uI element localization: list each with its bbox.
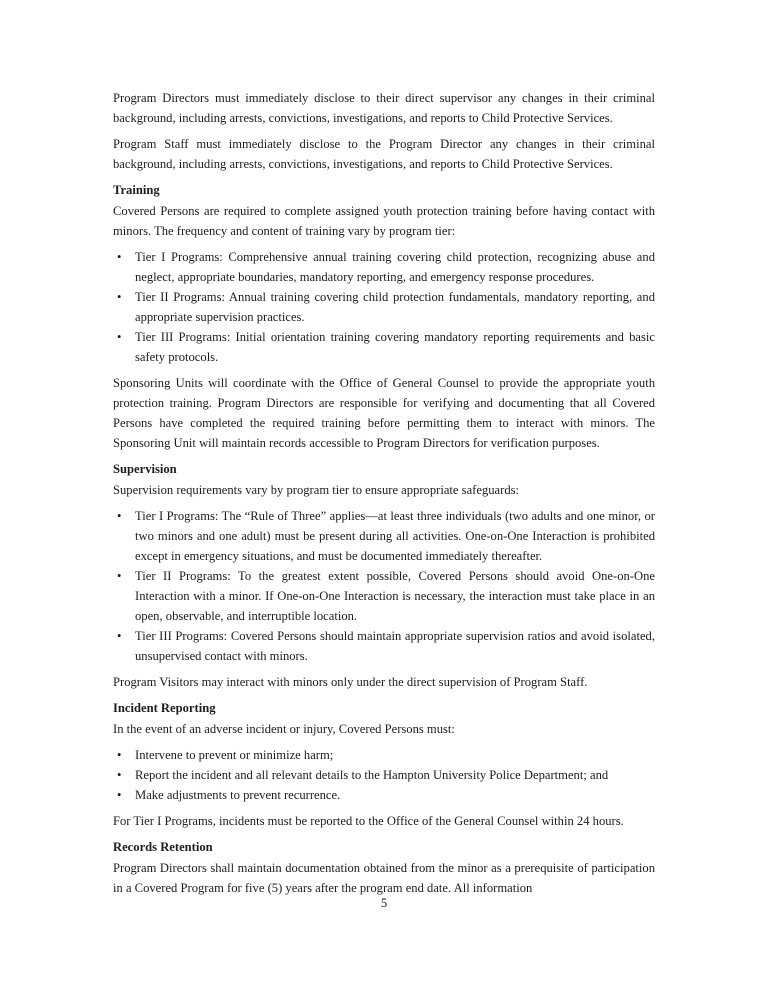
training-intro-paragraph: Covered Persons are required to complete assigned youth protection training before having contact with minors. The frequency and content of training vary by program tier: bbox=[113, 204, 655, 238]
supervision-bullet-tier3: • Tier III Programs: Covered Persons should maintain appropriate supervision ratios and avoid isolated, unsupervised contact with minors. bbox=[113, 626, 655, 666]
incident-bullet-list bbox=[113, 745, 655, 805]
section-heading-records-retention: Records Retention bbox=[113, 840, 213, 854]
page-number: 5 bbox=[380, 896, 388, 910]
incident-bullet-intervene: • Intervene to prevent or minimize harm; bbox=[113, 745, 655, 765]
page-content bbox=[113, 88, 655, 904]
paragraph-directors-disclosure: Program Directors must immediately disclose to their direct supervisor any changes in their criminal background, including arrests, convictions, investigations, and reports to Child Protective Services. bbox=[113, 91, 655, 125]
paragraph-staff-disclosure: Program Staff must immediately disclose to the Program Director any changes in their criminal background, including arrests, convictions, investigations, and reports to Child Protective Services. bbox=[113, 137, 655, 171]
training-bullet-list bbox=[113, 247, 655, 367]
supervision-intro-paragraph: Supervision requirements vary by program tier to ensure appropriate safeguards: bbox=[113, 483, 520, 497]
supervision-bullet-tier2: • Tier II Programs: To the greatest extent possible, Covered Persons should avoid One-on-One Interaction with a minor. If One-on-One Interaction is necessary, the interaction must take place in an open, observable, and interruptible location. bbox=[113, 566, 655, 626]
incident-bullet-report: • Report the incident and all relevant details to the Hampton University Police Department; and bbox=[113, 765, 655, 785]
incident-bullet-adjust: • Make adjustments to prevent recurrence. bbox=[113, 785, 655, 805]
training-bullet-tier3: • Tier III Programs: Initial orientation training covering mandatory reporting requirements and basic safety protocols. bbox=[113, 327, 655, 367]
records-retention-paragraph: Program Directors shall maintain documentation obtained from the minor as a prerequisite of participation in a Covered Program for five (5) years after the program end date. All information bbox=[113, 861, 655, 895]
supervision-bullet-tier1: • Tier I Programs: The “Rule of Three” applies—at least three individuals (two adults and one minor, or two minors and one adult) must be present during all activities. One-on-One Interaction is prohibited except in emergency situations, and must be documented immediately thereafter. bbox=[113, 506, 655, 566]
supervision-bullet-list bbox=[113, 506, 655, 666]
section-heading-incident-reporting: Incident Reporting bbox=[113, 701, 216, 715]
program-visitors-paragraph: Program Visitors may interact with minors only under the direct supervision of Program Staff. bbox=[113, 675, 588, 689]
training-bullet-tier1: • Tier I Programs: Comprehensive annual training covering child protection, recognizing abuse and neglect, appropriate boundaries, mandatory reporting, and emergency response procedures. bbox=[113, 247, 655, 287]
section-heading-supervision: Supervision bbox=[113, 462, 177, 476]
incident-tier1-note-paragraph: For Tier I Programs, incidents must be reported to the Office of the General Counsel within 24 hours. bbox=[113, 814, 624, 828]
training-coordination-paragraph: Sponsoring Units will coordinate with the Office of General Counsel to provide the appropriate youth protection training. Program Directors are responsible for verifying and documenting that all Covered Persons have completed the required training before permitting them to interact with minors. The Sponsoring Unit will maintain records accessible to Program Directors for verification purposes. bbox=[113, 376, 655, 450]
incident-intro-paragraph: In the event of an adverse incident or injury, Covered Persons must: bbox=[113, 722, 455, 736]
section-heading-training: Training bbox=[113, 183, 160, 197]
training-bullet-tier2: • Tier II Programs: Annual training covering child protection fundamentals, mandatory reporting, and appropriate supervision practices. bbox=[113, 287, 655, 327]
